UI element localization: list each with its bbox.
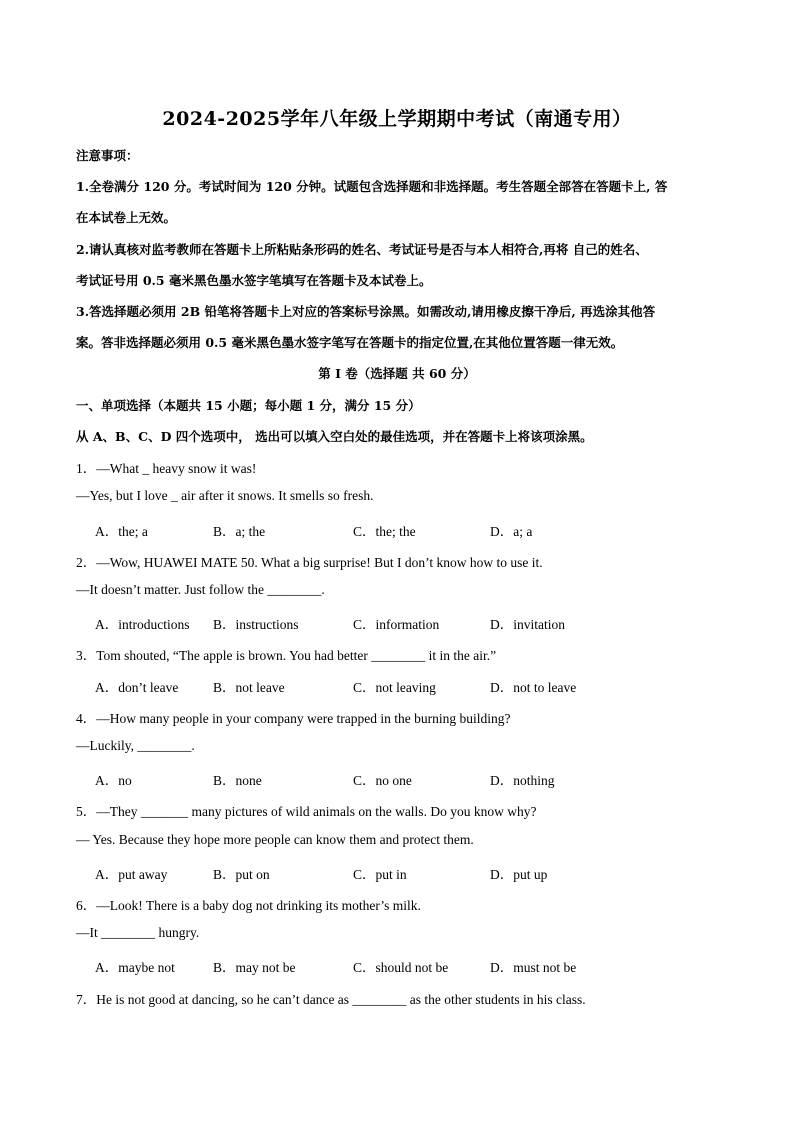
option-b: B．may not be [213, 960, 296, 975]
section-instruction: 从 A、B、C、D 四个选项中， 选出可以填入空白处的最佳选项，并在答题卡上将该项涂黑。 [76, 429, 593, 444]
notice-line: 1.全卷满分 120 分。考试时间为 120 分钟。试题包含选择题和非选择题。考生答题全部答在答题卡上, 答 [76, 179, 668, 194]
option-b: B．none [213, 773, 262, 788]
option-d: D．must not be [490, 960, 577, 975]
option-c: C．no one [353, 773, 412, 788]
options-row [0, 863, 794, 881]
option-a: A．maybe not [95, 960, 175, 975]
option-b: B．not leave [213, 680, 285, 695]
options-row [0, 520, 794, 538]
exam-title: 2024-2025学年八年级上学期期中考试（南通专用） [162, 108, 632, 130]
question-line: —It doesn’t matter. Just follow the ________. [76, 582, 325, 597]
notice-line: 考试证号用 0.5 毫米黑色墨水签字笔填写在答题卡及本试卷上。 [76, 273, 432, 288]
option-d: D．a; a [490, 524, 533, 539]
question-line: 6．—Look! There is a baby dog not drinking its mother’s milk. [76, 898, 421, 913]
option-a: A．put away [95, 867, 168, 882]
option-c: C．the; the [353, 524, 416, 539]
options-row [0, 613, 794, 631]
option-a: A．introductions [95, 617, 190, 632]
option-b: B．instructions [213, 617, 299, 632]
options-row [0, 769, 794, 787]
option-d: D．put up [490, 867, 548, 882]
notice-line: 3.答选择题必须用 2B 铅笔将答题卡上对应的答案标号涂黑。如需改动,请用橡皮擦干净后, 再选涂其他答 [76, 304, 656, 319]
notice-line: 2.请认真核对监考教师在答题卡上所粘贴条形码的姓名、考试证号是否与本人相符合,再将 自己的姓名、 [76, 242, 648, 257]
option-c: C．not leaving [353, 680, 436, 695]
question-line: 1．—What _ heavy snow it was! [76, 461, 257, 476]
question-line: 3．Tom shouted, “The apple is brown. You had better ________ it in the air.” [76, 648, 497, 663]
question-line: —It ________ hungry. [76, 925, 200, 940]
option-b: B．a; the [213, 524, 266, 539]
option-d: D．not to leave [490, 680, 577, 695]
question-line: 2．—Wow, HUAWEI MATE 50. What a big surprise! But I don’t know how to use it. [76, 555, 543, 570]
notice-heading: 注意事项： [76, 148, 139, 163]
notice-line: 案。答非选择题必须用 0.5 毫米黑色墨水签字笔写在答题卡的指定位置,在其他位置答题一律无效。 [76, 335, 624, 350]
question-line: 4．—How many people in your company were trapped in the burning building? [76, 711, 511, 726]
option-a: A．don’t leave [95, 680, 179, 695]
option-d: D．invitation [490, 617, 565, 632]
option-c: C．information [353, 617, 440, 632]
notice-line: 在本试卷上无效。 [76, 210, 177, 225]
question-line: — Yes. Because they hope more people can know them and protect them. [76, 832, 474, 847]
option-a: A．no [95, 773, 132, 788]
question-line: 5．—They _______ many pictures of wild animals on the walls. Do you know why? [76, 804, 537, 819]
option-a: A．the; a [95, 524, 148, 539]
option-b: B．put on [213, 867, 270, 882]
question-line: 7．He is not good at dancing, so he can’t dance as ________ as the other students in his class. [76, 992, 586, 1007]
option-c: C．put in [353, 867, 407, 882]
part-heading: 第 I 卷（选择题 共 60 分） [318, 366, 476, 381]
section-heading: 一、单项选择（本题共 15 小题；每小题 1 分，满分 15 分） [76, 398, 421, 413]
question-line: —Yes, but I love _ air after it snows. It smells so fresh. [76, 488, 374, 503]
option-c: C．should not be [353, 960, 449, 975]
option-d: D．nothing [490, 773, 555, 788]
options-row [0, 956, 794, 974]
options-row [0, 676, 794, 694]
question-line: —Luckily, ________. [76, 738, 195, 753]
